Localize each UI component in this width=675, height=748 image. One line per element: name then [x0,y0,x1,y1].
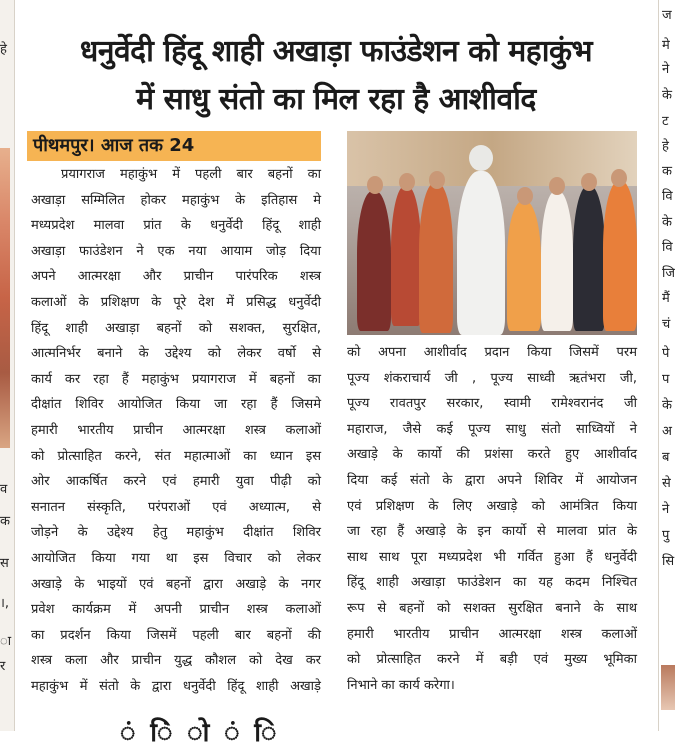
text-line: प्रयागराज महाकुंभ में पहली बार बहनों का [61,167,321,182]
photo-figure [541,191,573,331]
right-fragment: अ [662,424,672,439]
text-line: कलाओं के प्रशिक्षण के पूरे देश में प्रसिद्ध धनुर्वेदी [31,294,321,310]
text-line: हिंदू शाही अखाड़ा बहनों को सशक्त, सुरक्षित, [31,320,321,336]
text-line: दीक्षांत शिविर आयोजित किया जा रहा हैं जिसमे [31,397,321,413]
text-line: अखाड़े के कार्यो की प्रशंसा करते हुए आशीर्वाद [347,447,637,463]
text-line: जा रहा हैं अखाड़े के इन कार्यो से मालवा प्रांत के [347,524,637,540]
text-line: पूज्य शंकराचार्य जी , पूज्य साध्वी ऋतंभरा जी, [347,370,637,386]
right-fragment: से [662,476,671,491]
text-line: एवं प्रशिक्षण के लिए अखाड़े को आमंत्रित किया [347,498,637,514]
text-line: शस्त्र कला और प्राचीन युद्ध कौशल को देख कर [31,653,321,669]
photo-figure [603,181,637,331]
text-line: को प्रोत्साहित करने में बड़ी एवं मुख्य भूमिका [347,652,637,668]
right-fragment: ट [662,114,669,129]
right-fragment: के [662,88,672,103]
photo-figure [357,191,391,331]
photo-figure [367,176,383,194]
right-fragment: के [662,215,672,230]
right-fragment: सि [662,554,675,569]
right-fragment: ने [662,502,670,517]
text-line: अखाड़ा सम्मिलित होकर महाकुंभ के इतिहास मे [31,192,321,208]
left-fragment: ा [0,634,12,649]
right-fragment: जि [662,266,675,281]
photo-figure [517,187,533,205]
right-fragment: मे [662,38,670,53]
right-fragment: पे [662,346,670,361]
right-fragment: हे [662,139,669,154]
text-line: हिंदू शाही अखाड़ा फाउंडेशन का यह कदम निश्चित [347,575,637,591]
photo-figure [507,201,541,331]
left-fragment: ।, [0,596,10,611]
photo-figure [391,186,421,326]
text-line: को प्रोत्साहित करने, संत महात्माओं का ध्यान इस [31,448,321,464]
news-photo [347,131,637,335]
adjacent-photo-right [661,665,675,710]
text-line: ओर आकर्षित करने एवं हमारी युवा पीढ़ी को [31,474,321,490]
next-headline-fragment: ं िं ो ं ि [120,718,285,748]
text-line: साथ साथ पूरा मध्यप्रदेश भी गर्वित हुआ हैं धनुर्वेदी [347,549,637,565]
adjacent-photo-left [0,148,10,448]
text-line: आयोजित किया गया था इस विचार को लेकर [31,550,321,566]
right-fragment: पु [662,528,670,543]
text-line: महाकुंभ में संतो के द्वारा धनुर्वेदी हिंदू शाही अखाड़े [31,678,321,694]
text-line: जोड़ने के उद्देश्य हेतु महाकुंभ दीक्षांत शिविर [31,525,321,541]
text-line: महाराज, जैसे कई पूज्य साधु संतो साध्वियों ने [347,421,637,437]
text-line: सनातन संस्कृति, परंपराओं एवं अध्यात्म, से [31,499,321,515]
text-line: हमारी भारतीय प्राचीन आत्मरक्षा शस्त्र कलाओं [347,626,637,642]
headline-line-1: धनुर्वेदी हिंदू शाही अखाड़ा फाउंडेशन को महाकुंभ [79,34,593,69]
photo-figure [457,171,505,335]
text-line: मध्यप्रदेश मालवा प्रांत के धनुर्वेदी हिंदू शाही [31,218,321,234]
text-line: अखाड़ा फाउंडेशन ने एक नया आयाम जोड़ दिया [31,243,321,259]
photo-figure [469,145,493,171]
article-column-2 [347,340,637,698]
photo-figure [581,173,597,191]
article-headline [18,28,654,124]
right-fragment: वि [662,189,673,204]
adjacent-article-right [658,0,675,731]
photo-figure [419,183,453,333]
right-fragment: ब [662,450,670,465]
left-fragment: र [0,659,6,674]
next-headline-cut [120,718,640,748]
right-fragment: ज [662,8,672,23]
photo-figure [549,177,565,195]
text-line: पूज्य रावतपुर सरकार, स्वामी रामेश्वरानंद जी [347,396,637,412]
left-fragment: व [0,482,8,497]
text-line: रूप से बहनों को सशक्त सुरक्षित बनाने के साथ [347,600,637,616]
text-line: कार्य कर रहा हैं महाकुंभ प्रयागराज में बहनों का [31,371,321,387]
text-line: आत्मनिर्भर बनाने के उद्देश्य को लेकर वर्षो से [31,346,321,362]
right-fragment: प [662,372,670,387]
dateline: पीथमपुर। आज तक 24 [27,131,321,161]
text-line: निभाने का कार्य करेगा। [347,677,455,693]
text-line: अखाड़े के भाइयों एवं बहनों द्वारा अखाड़े के नगर [31,576,321,592]
photo-figure [611,169,627,187]
text-line: को अपना आशीर्वाद प्रदान किया जिसमें परम [347,345,637,360]
right-fragment: मैं [662,291,670,306]
right-fragment: के [662,398,672,413]
right-fragment: ने [662,62,670,77]
left-fragment: क [0,514,10,529]
text-line: प्रवेश कार्यक्रम में अपनी प्राचीन शस्त्र कलाओं [31,602,321,618]
left-fragment: स [0,556,9,571]
left-fragment: हे [0,42,7,57]
headline-line-2: में साधु संतो का मिल रहा है आशीर्वाद [136,82,536,117]
photo-figure [429,171,445,189]
right-fragment: चं [662,317,671,332]
article-column-1 [31,162,321,699]
right-fragment: क [662,164,672,179]
photo-figure [399,173,415,191]
photo-figure [573,186,605,331]
adjacent-article-left [0,0,15,731]
text-line: का प्रदर्शन किया जिसमें पहली बार बहनों की [31,627,321,643]
text-line: दिया कई संतो के द्वारा अपने शिविर में आयोजन [347,472,637,488]
right-fragment: वि [662,240,673,255]
text-line: अपने आत्मरक्षा और प्राचीन पारंपरिक शस्त्र [31,269,321,285]
text-line: हमारी भारतीय प्राचीन आत्मरक्षा शस्त्र कलाओं [31,422,321,438]
